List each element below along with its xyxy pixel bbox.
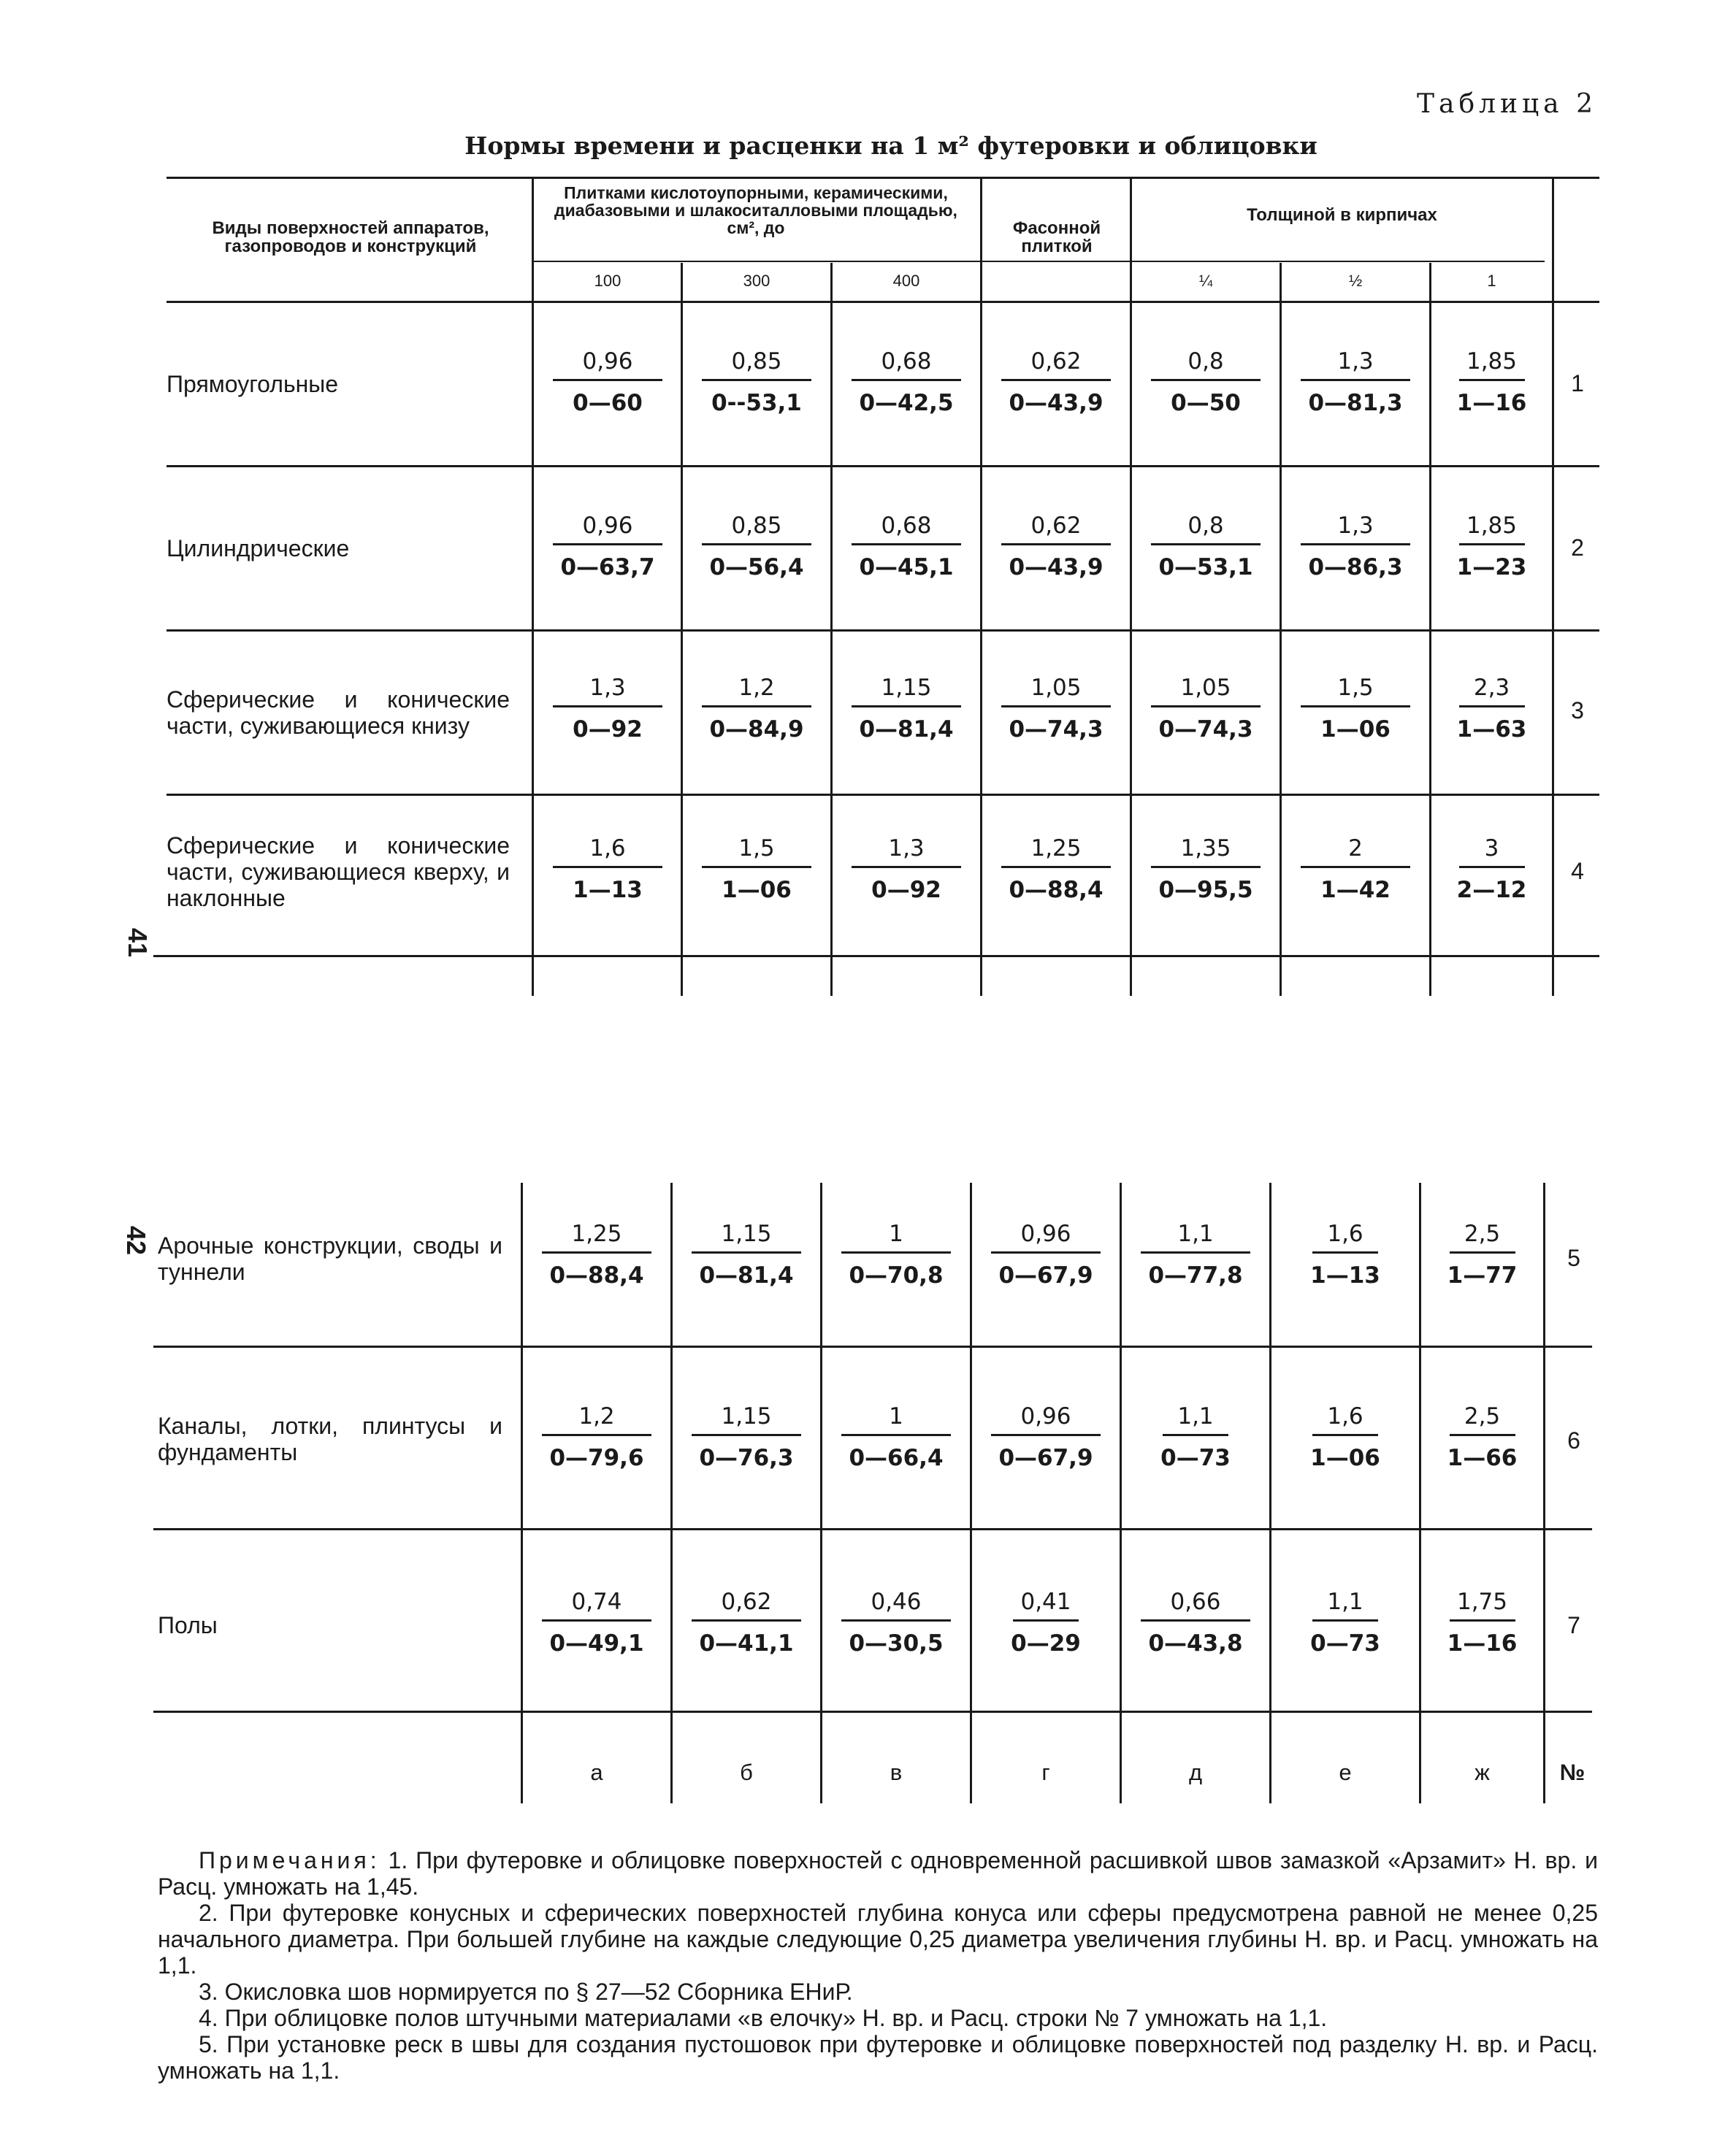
column-letter: ж	[1475, 1760, 1490, 1785]
row-number: 2	[1571, 534, 1584, 561]
header-tiles: Плитками кислотоупорными, керамическими, диабазовыми и шлакоситалловыми площадью, см², до	[554, 183, 957, 238]
header-subrule	[533, 261, 1545, 262]
cell-fraction: 2,5 1—77	[1447, 1221, 1518, 1289]
row-number: 1	[1571, 370, 1584, 396]
col-rule	[1543, 1183, 1545, 1803]
table-bottom-rule	[153, 955, 1599, 957]
cell-fraction: 1,3 0—81,3	[1282, 345, 1429, 419]
row-rule	[167, 465, 1599, 467]
cell-fraction: 1,25 0—88,4	[982, 832, 1130, 906]
header-shaped-tile: Фасонной плиткой	[1012, 218, 1101, 257]
header-row-type: Виды поверхностей аппаратов, газопроводов и конструкций	[212, 218, 489, 257]
cell-fraction: 0,85 0--53,1	[683, 345, 830, 419]
cell-fraction: 1,6 1—06	[1310, 1403, 1380, 1471]
column-letter: д	[1188, 1760, 1203, 1785]
subheader-400: 400	[892, 272, 920, 290]
cell-fraction: 1,5 1—06	[683, 832, 830, 906]
row-name: Прямоугольные	[167, 371, 339, 397]
subheader-quarter: ¼	[1198, 272, 1213, 290]
cell-fraction: 1,6 1—13	[535, 832, 681, 906]
row-rule	[167, 794, 1599, 796]
cell-fraction: 0,41 0—29	[1011, 1589, 1081, 1657]
row-rule	[153, 1346, 1592, 1348]
subheader-300: 300	[743, 272, 770, 290]
cell-fraction: 2,3 1—63	[1456, 675, 1527, 743]
table-top-rule	[167, 177, 1599, 179]
cell-fraction: 1,5 1—06	[1282, 672, 1429, 745]
cell-fraction: 0,96 0—63,7	[535, 510, 681, 583]
row-number: 3	[1571, 697, 1584, 724]
cell-fraction: 1,6 1—13	[1310, 1221, 1380, 1289]
cell-fraction: 1 0—66,4	[822, 1400, 970, 1474]
row-name: Сферические и конические части, суживающиеся кверху, и наклонные	[167, 832, 510, 911]
cell-fraction: 0,66 0—43,8	[1122, 1586, 1269, 1660]
cell-fraction: 1,85 1—16	[1456, 348, 1527, 416]
cell-fraction: 0,62 0—41,1	[673, 1586, 820, 1660]
row-name: Каналы, лотки, плинтусы и фундаменты	[158, 1413, 502, 1465]
row-number: 4	[1571, 858, 1584, 884]
cell-fraction: 2,5 1—66	[1447, 1403, 1518, 1471]
row-name: Арочные конструкции, своды и туннели	[158, 1232, 502, 1285]
cell-fraction: 1,15 0—76,3	[673, 1400, 820, 1474]
cell-fraction: 0,68 0—45,1	[833, 510, 980, 583]
cell-fraction: 1,05 0—74,3	[1132, 672, 1280, 745]
cell-fraction: 1,15 0—81,4	[673, 1218, 820, 1292]
col-rule	[1552, 177, 1554, 996]
col-rule	[532, 177, 534, 996]
row-rule	[153, 1711, 1592, 1713]
row-name: Сферические и конические части, суживающиеся книзу	[167, 686, 510, 739]
cell-fraction: 0,85 0—56,4	[683, 510, 830, 583]
notes-heading: Примечания:	[199, 1847, 380, 1873]
cell-fraction: 1,25 0—88,4	[523, 1218, 670, 1292]
row-rule	[167, 629, 1599, 632]
note-1: Примечания: 1. При футеровке и облицовке поверхностей с одновременной расшивкой швов замазкой «Арзамит» Н. вр. и Расц. умножать на 1,45.	[158, 1847, 1599, 1900]
column-letter: е	[1339, 1760, 1352, 1785]
cell-fraction: 1,75 1—16	[1447, 1589, 1518, 1657]
cell-fraction: 0,96 0—67,9	[972, 1400, 1120, 1474]
cell-fraction: 0,68 0—42,5	[833, 345, 980, 419]
cell-fraction: 1,05 0—74,3	[982, 672, 1130, 745]
row-number: 7	[1567, 1612, 1580, 1638]
table-title: Нормы времени и расценки на 1 м² футеровки и облицовки	[464, 131, 1317, 160]
cell-fraction: 1,1 0—77,8	[1122, 1218, 1269, 1292]
cell-fraction: 0,46 0—30,5	[822, 1586, 970, 1660]
cell-fraction: 0,74 0—49,1	[523, 1586, 670, 1660]
page-number-bottom: 42	[121, 1225, 152, 1256]
cell-fraction: 1,2 0—84,9	[683, 672, 830, 745]
row-name: Цилиндрические	[167, 535, 350, 561]
cell-fraction: 1,15 0—81,4	[833, 672, 980, 745]
cell-fraction: 1,35 0—95,5	[1132, 832, 1280, 906]
row-number: 5	[1567, 1245, 1580, 1271]
cell-fraction: 1 0—70,8	[822, 1218, 970, 1292]
note-4: 4. При облицовке полов штучными материалами «в елочку» Н. вр. и Расц. строки № 7 умножать на 1,1.	[199, 2005, 1328, 2031]
cell-fraction: 1,3 0—86,3	[1282, 510, 1429, 583]
row-number: 6	[1567, 1427, 1580, 1454]
note-5: 5. При установке реск в швы для создания пустошовок при футеровке и облицовке поверхностей под разделку Н. вр. и Расц. умножать на 1,1.	[158, 2031, 1598, 2084]
page-number-top: 41	[123, 927, 153, 958]
column-letter: а	[590, 1760, 603, 1785]
table-label: Таблица 2	[1417, 89, 1597, 119]
cell-fraction: 0,8 0—53,1	[1132, 510, 1280, 583]
cell-fraction: 0,62 0—43,9	[982, 345, 1130, 419]
cell-fraction: 2 1—42	[1282, 832, 1429, 906]
subheader-100: 100	[594, 272, 621, 290]
cell-fraction: 1,2 0—79,6	[523, 1400, 670, 1474]
subheader-half: ½	[1348, 272, 1363, 290]
cell-fraction: 3 2—12	[1456, 835, 1527, 903]
subheader-one: 1	[1487, 272, 1496, 290]
notes	[158, 1847, 1598, 2084]
cell-fraction: 1,85 1—23	[1456, 513, 1527, 580]
note-2: 2. При футеровке конусных и сферических поверхностей глубина конуса или сферы предусмотрена равной не менее 0,25 начального диаметра. При большей глубине на каждые следующие 0,25 диаметра увеличения глубины Н. вр. и Расц. умножать на 1,1.	[158, 1900, 1598, 1979]
column-letter: в	[890, 1760, 903, 1785]
note-3: 3. Окисловка шов нормируется по § 27—52 Сборника ЕНиР.	[199, 1979, 853, 2005]
number-sign: №	[1559, 1760, 1586, 1785]
cell-fraction: 1,3 0—92	[535, 672, 681, 745]
cell-fraction: 0,96 0—60	[535, 345, 681, 419]
cell-fraction: 0,62 0—43,9	[982, 510, 1130, 583]
cell-fraction: 0,96 0—67,9	[972, 1218, 1120, 1292]
cell-fraction: 1,3 0—92	[833, 832, 980, 906]
cell-fraction: 1,1 0—73	[1160, 1403, 1231, 1471]
header-brick-thickness: Толщиной в кирпичах	[1247, 205, 1437, 225]
cell-fraction: 0,8 0—50	[1132, 345, 1280, 419]
cell-fraction: 1,1 0—73	[1310, 1589, 1380, 1657]
row-rule	[153, 1528, 1592, 1530]
header-bottom-rule	[167, 301, 1599, 303]
row-name: Полы	[158, 1612, 218, 1638]
column-letter: г	[1041, 1760, 1050, 1785]
column-letter: б	[740, 1760, 753, 1785]
